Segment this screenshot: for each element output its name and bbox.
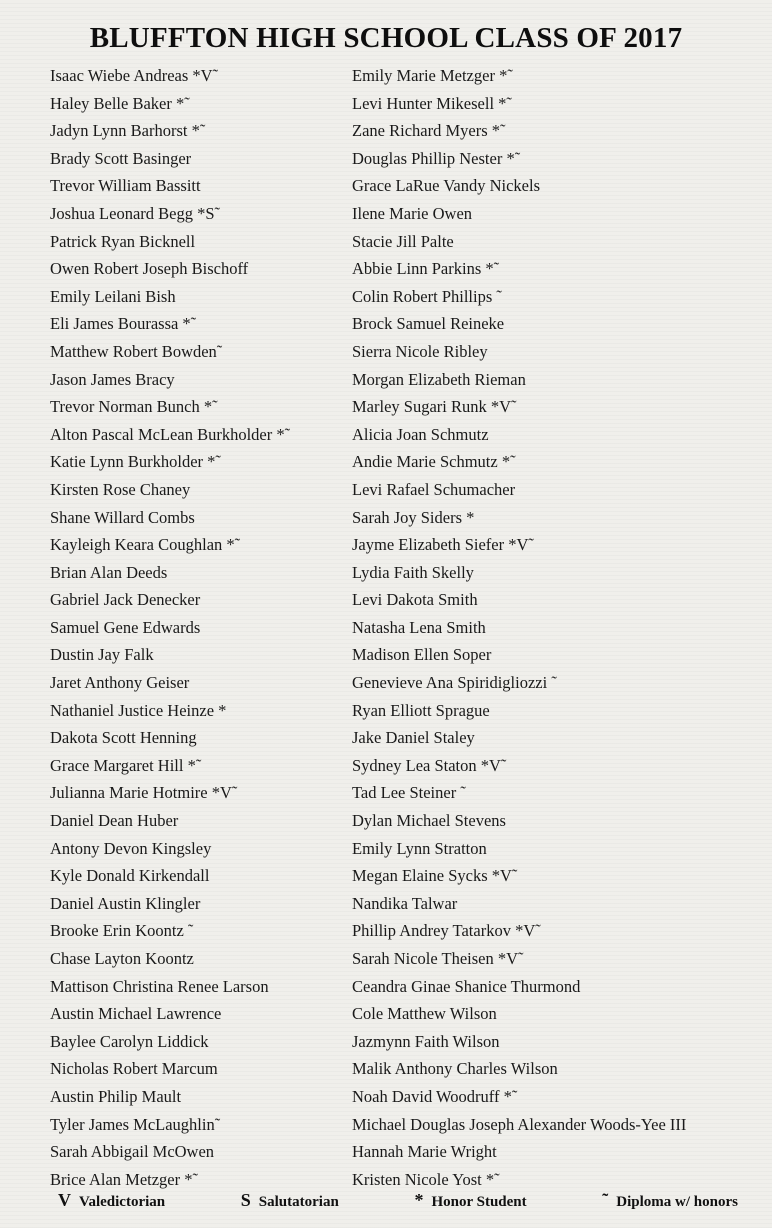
graduate-name: Kristen Nicole Yost *˜ bbox=[352, 1169, 500, 1189]
graduate-name: Douglas Phillip Nester *˜ bbox=[352, 148, 521, 168]
graduate-name: Baylee Carolyn Liddick bbox=[50, 1031, 209, 1051]
graduate-name: Kirsten Rose Chaney bbox=[50, 479, 191, 499]
graduate-name: Dakota Scott Henning bbox=[50, 728, 197, 748]
graduate-name: Antony Devon Kingsley bbox=[50, 838, 212, 858]
graduate-name: Levi Hunter Mikesell *˜ bbox=[352, 93, 512, 113]
legend-diploma-honors: ˜ Diploma w/ honors bbox=[602, 1190, 738, 1210]
graduate-name: Eli James Bourassa *˜ bbox=[50, 314, 197, 334]
graduate-name: Samuel Gene Edwards bbox=[50, 617, 201, 637]
graduate-name: Michael Douglas Joseph Alexander Woods-Yee III bbox=[352, 1114, 687, 1134]
graduate-name: Zane Richard Myers *˜ bbox=[352, 121, 506, 141]
graduate-name: Lydia Faith Skelly bbox=[352, 562, 474, 582]
graduate-name: Brock Samuel Reineke bbox=[352, 314, 505, 334]
graduate-name: Grace LaRue Vandy Nickels bbox=[352, 176, 541, 196]
graduate-name: Daniel Dean Huber bbox=[50, 811, 179, 831]
graduate-name: Emily Leilani Bish bbox=[50, 286, 176, 306]
graduate-name: Isaac Wiebe Andreas *V˜ bbox=[50, 66, 219, 85]
graduate-name: Patrick Ryan Bicknell bbox=[50, 231, 196, 251]
page-title: BLUFFTON HIGH SCHOOL CLASS OF 2017 bbox=[89, 22, 683, 54]
graduate-name: Emily Marie Metzger *˜ bbox=[352, 66, 513, 85]
graduate-name: Morgan Elizabeth Rieman bbox=[352, 369, 526, 389]
graduate-name: Ceandra Ginae Shanice Thurmond bbox=[352, 976, 581, 996]
graduate-name: Trevor Norman Bunch *˜ bbox=[50, 397, 218, 417]
graduate-name: Sarah Abbigail McOwen bbox=[50, 1142, 215, 1162]
graduate-name: Matthew Robert Bowden˜ bbox=[50, 341, 223, 361]
graduate-name: Chase Layton Koontz bbox=[50, 949, 194, 968]
graduate-name: Kayleigh Keara Coughlan *˜ bbox=[50, 535, 241, 555]
graduate-name: Emily Lynn Stratton bbox=[352, 838, 487, 858]
graduate-name: Joshua Leonard Begg *S˜ bbox=[50, 203, 221, 223]
graduate-name: Ilene Marie Owen bbox=[352, 203, 473, 223]
graduate-name: Sarah Joy Siders * bbox=[352, 507, 475, 527]
graduates-right-column bbox=[352, 62, 752, 1193]
graduate-name: Levi Rafael Schumacher bbox=[352, 479, 516, 499]
graduate-name: Julianna Marie Hotmire *V˜ bbox=[50, 783, 238, 803]
graduate-name: Gabriel Jack Denecker bbox=[50, 590, 201, 610]
graduate-name: Alton Pascal McLean Burkholder *˜ bbox=[50, 424, 291, 444]
graduate-name: Haley Belle Baker *˜ bbox=[50, 93, 190, 113]
graduate-name: Marley Sugari Runk *V˜ bbox=[352, 397, 517, 417]
graduate-name: Shane Willard Combs bbox=[50, 507, 195, 527]
graduate-name: Owen Robert Joseph Bischoff bbox=[50, 259, 249, 279]
graduate-name: Brooke Erin Koontz ˜ bbox=[50, 921, 194, 941]
graduate-name: Jadyn Lynn Barhorst *˜ bbox=[50, 121, 206, 141]
graduate-name: Kyle Donald Kirkendall bbox=[50, 866, 210, 886]
graduate-name: Jaret Anthony Geiser bbox=[50, 673, 190, 693]
graduate-name: Andie Marie Schmutz *˜ bbox=[352, 452, 516, 472]
graduate-name: Jake Daniel Staley bbox=[352, 728, 475, 748]
graduate-name: Nandika Talwar bbox=[352, 893, 458, 913]
graduate-name: Sarah Nicole Theisen *V˜ bbox=[352, 949, 524, 968]
graduate-name: Tyler James McLaughlin˜ bbox=[50, 1114, 221, 1134]
graduate-name: Austin Michael Lawrence bbox=[50, 1004, 222, 1024]
graduate-name: Levi Dakota Smith bbox=[352, 590, 478, 610]
graduate-name: Jazmynn Faith Wilson bbox=[352, 1031, 500, 1051]
graduate-name: Nathaniel Justice Heinze * bbox=[50, 700, 227, 720]
graduate-name: Megan Elaine Sycks *V˜ bbox=[352, 866, 518, 886]
graduate-name: Madison Ellen Soper bbox=[352, 645, 492, 665]
graduate-name: Sierra Nicole Ribley bbox=[352, 341, 488, 361]
graduate-name: Austin Philip Mault bbox=[50, 1086, 182, 1106]
legend-salutatorian: S Salutatorian bbox=[240, 1190, 339, 1210]
graduate-name: Natasha Lena Smith bbox=[352, 617, 486, 637]
legend bbox=[58, 1190, 738, 1211]
graduate-name: Phillip Andrey Tatarkov *V˜ bbox=[352, 921, 541, 941]
graduate-name: Ryan Elliott Sprague bbox=[352, 700, 490, 720]
graduate-name: Jason James Bracy bbox=[50, 369, 175, 389]
graduate-name: Brady Scott Basinger bbox=[50, 148, 192, 168]
graduates-left-column bbox=[50, 62, 340, 1193]
graduate-name: Alicia Joan Schmutz bbox=[352, 424, 489, 444]
graduate-name: Cole Matthew Wilson bbox=[352, 1004, 497, 1024]
graduate-name: Sydney Lea Staton *V˜ bbox=[352, 755, 507, 775]
graduate-name: Brian Alan Deeds bbox=[50, 562, 168, 582]
graduate-name: Abbie Linn Parkins *˜ bbox=[352, 259, 500, 279]
graduate-name: Stacie Jill Palte bbox=[352, 231, 454, 251]
graduate-name: Daniel Austin Klingler bbox=[50, 893, 201, 913]
graduate-name: Katie Lynn Burkholder *˜ bbox=[50, 452, 221, 472]
graduate-name: Colin Robert Phillips ˜ bbox=[352, 286, 502, 306]
graduate-name: Dustin Jay Falk bbox=[50, 645, 154, 665]
graduate-name: Nicholas Robert Marcum bbox=[50, 1059, 218, 1079]
legend-valedictorian: V Valedictorian bbox=[58, 1190, 166, 1210]
graduate-name: Noah David Woodruff *˜ bbox=[352, 1086, 518, 1106]
legend-honor-student: * Honor Student bbox=[414, 1190, 527, 1210]
graduate-name: Hannah Marie Wright bbox=[352, 1142, 497, 1162]
graduate-name: Brice Alan Metzger *˜ bbox=[50, 1169, 198, 1189]
graduate-name: Malik Anthony Charles Wilson bbox=[352, 1059, 558, 1079]
graduate-name: Tad Lee Steiner ˜ bbox=[352, 783, 466, 803]
graduate-name: Mattison Christina Renee Larson bbox=[50, 976, 269, 996]
graduate-name: Trevor William Bassitt bbox=[50, 176, 201, 196]
graduate-name: Genevieve Ana Spiridigliozzi ˜ bbox=[352, 673, 557, 693]
graduate-name: Grace Margaret Hill *˜ bbox=[50, 755, 202, 775]
graduate-name: Jayme Elizabeth Siefer *V˜ bbox=[352, 535, 534, 555]
graduate-name: Dylan Michael Stevens bbox=[352, 811, 506, 831]
